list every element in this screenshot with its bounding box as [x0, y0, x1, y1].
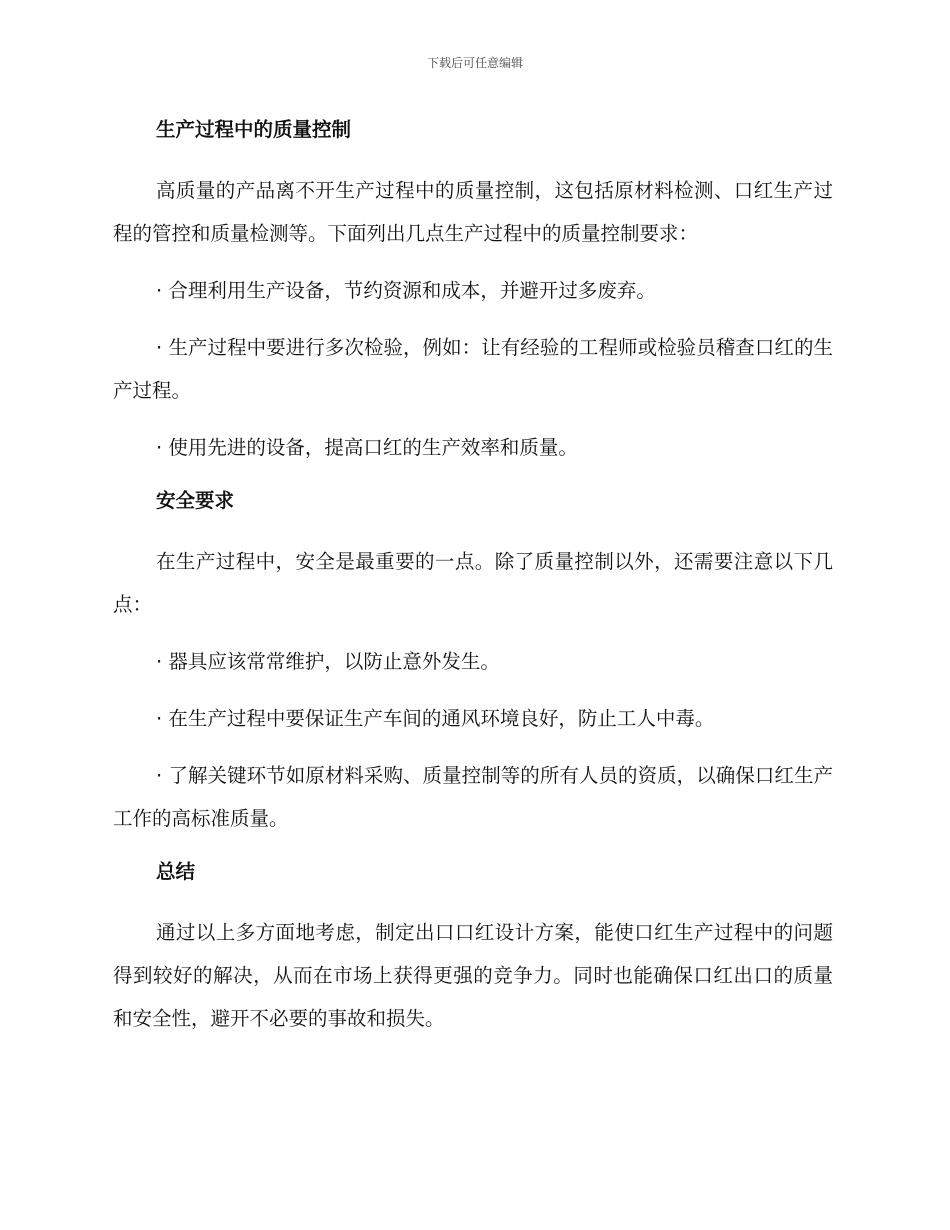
page-header-note: 下载后可任意编辑	[426, 56, 523, 70]
safety-intro-paragraph: 在生产过程中，安全是最重要的一点。除了质量控制以外，还需要注意以下几点：	[113, 550, 833, 616]
safety-bullet: · 了解关键环节如原材料采购、质量控制等的所有人员的资质，以确保口红生产工作的高标准质量。	[113, 764, 833, 830]
quality-control-bullet: · 生产过程中要进行多次检验，例如：让有经验的工程师或检验员稽查口红的生产过程。	[113, 336, 833, 402]
quality-control-bullet: · 使用先进的设备，提高口红的生产效率和质量。	[156, 436, 578, 459]
summary-paragraph: 通过以上多方面地考虑，制定出口口红设计方案，能使口红生产过程中的问题得到较好的解决，从而在市场上获得更强的竞争力。同时也能确保口红出口的质量和安全性，避开不必要的事故和损失。	[113, 921, 833, 1030]
safety-bullet: · 器具应该常常维护，以防止意外发生。	[156, 650, 500, 673]
document-body	[113, 112, 833, 1054]
section-heading-summary: 总结	[156, 860, 196, 883]
safety-bullet: · 在生产过程中要保证生产车间的通风环境良好，防止工人中毒。	[156, 707, 715, 730]
quality-control-bullet: · 合理利用生产设备，节约资源和成本，并避开过多废弃。	[156, 279, 656, 302]
section-heading-quality-control: 生产过程中的质量控制	[156, 118, 352, 141]
section-heading-safety: 安全要求	[156, 489, 235, 512]
quality-control-intro-paragraph: 高质量的产品离不开生产过程中的质量控制，这包括原材料检测、口红生产过程的管控和质量检测等。下面列出几点生产过程中的质量控制要求：	[113, 179, 833, 245]
